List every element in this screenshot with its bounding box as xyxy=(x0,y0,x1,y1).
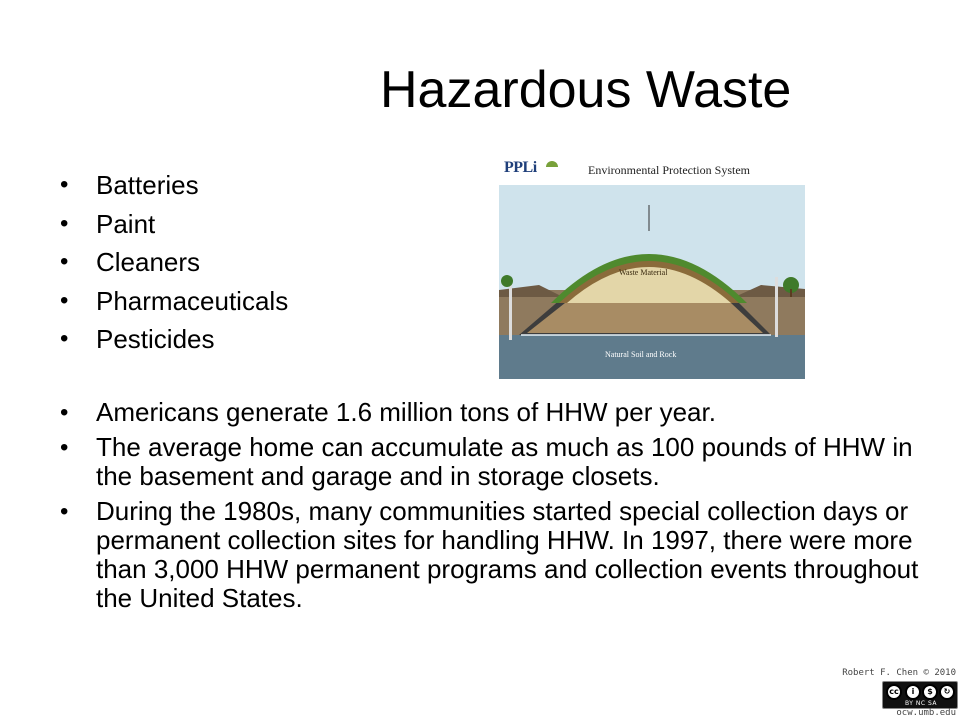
natural-soil-label: Natural Soil and Rock xyxy=(605,350,677,359)
bullet-glyph: • xyxy=(60,171,69,198)
list-item-text: Cleaners xyxy=(96,247,201,277)
bullet-glyph: • xyxy=(60,248,69,275)
list-item-text: Paint xyxy=(96,208,156,239)
list-item-text: During the 1980s, many communities started special collection days or permanent collection sites for handling HHW. In 1997, there were more than 3,000 HHW permanent programs and collection events throughout the United States. xyxy=(96,496,919,613)
author-credit: Robert F. Chen © 2010 xyxy=(842,668,956,678)
by-icon: i xyxy=(905,684,921,700)
cc-icon: cc xyxy=(886,684,902,700)
list-item xyxy=(60,497,950,613)
hhw-facts-list xyxy=(60,398,950,619)
bullet-glyph: • xyxy=(60,209,69,237)
logo-accent-icon xyxy=(546,161,558,167)
bullet-glyph: • xyxy=(60,399,69,426)
sa-icon: ↻ xyxy=(939,684,955,700)
nc-icon: $ xyxy=(922,684,938,700)
bullet-glyph: • xyxy=(60,434,69,461)
list-item xyxy=(60,433,950,491)
landfill-diagram xyxy=(499,157,805,379)
list-item-text: The average home can accumulate as much as 100 pounds of HHW in the basement and garage and in storage closets. xyxy=(96,432,913,491)
list-item-text: Pharmaceuticals xyxy=(96,285,289,316)
list-item-text: Pesticides xyxy=(96,324,215,354)
tree-left-icon xyxy=(501,275,513,287)
list-item-text: Americans generate 1.6 million tons of HHW per year. xyxy=(96,397,716,427)
waste-material-label: Waste Material xyxy=(619,268,668,277)
ppli-logo: PPLi xyxy=(504,159,537,176)
list-item xyxy=(60,398,950,427)
diagram-title: Environmental Protection System xyxy=(588,163,750,177)
list-item xyxy=(60,320,288,359)
bullet-glyph: • xyxy=(60,286,69,314)
list-item xyxy=(60,243,288,282)
site-credit: ocw.umb.edu xyxy=(896,708,956,718)
slide-title: Hazardous Waste xyxy=(380,61,792,119)
list-item xyxy=(60,205,288,244)
waste-type-list xyxy=(60,166,288,359)
cc-license-icon xyxy=(882,681,958,709)
bullet-glyph: • xyxy=(60,325,69,352)
list-item xyxy=(60,282,288,321)
list-item xyxy=(60,166,288,205)
monitoring-well-left-icon xyxy=(509,280,512,340)
monitoring-well-right-icon xyxy=(775,277,778,337)
diagram-header xyxy=(504,159,804,183)
bullet-glyph: • xyxy=(60,498,69,525)
list-item-text: Batteries xyxy=(96,170,199,200)
license-text: BY NC SA xyxy=(905,700,937,707)
